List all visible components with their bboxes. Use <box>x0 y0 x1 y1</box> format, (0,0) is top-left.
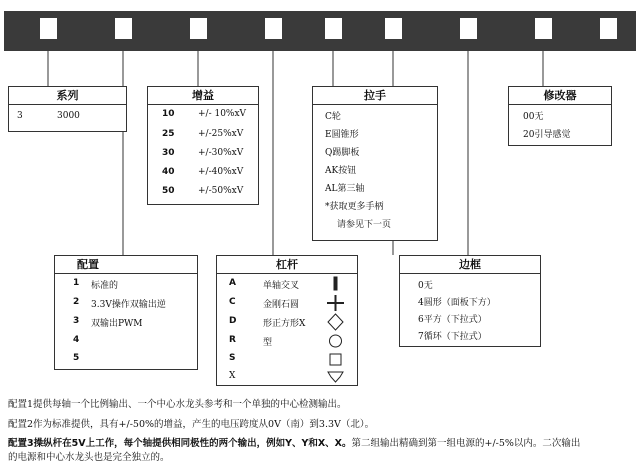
handle-box <box>312 86 438 241</box>
lever-code: X <box>229 371 236 381</box>
config-box <box>54 255 198 370</box>
handle-title: 拉手 <box>313 87 437 105</box>
gain-code-10: 10 <box>162 109 175 119</box>
gain-code-40: 40 <box>162 167 175 177</box>
frame-item: 6平方（下拉式） <box>418 315 487 325</box>
gem-icon <box>328 372 343 382</box>
gain-value-25: +/-25%xV <box>198 129 244 139</box>
diamond-icon <box>328 314 343 330</box>
note-config-3-bold: 配置3操纵杆在5V上工作，每个轴提供相同极性的两个输出，例如Y、Y和X、X。 <box>8 438 352 449</box>
lever-icons <box>321 276 351 386</box>
frame-item: 0无 <box>418 281 433 291</box>
config-code: 1 <box>73 278 80 288</box>
config-label: 3.3V操作双输出逆 <box>91 300 166 310</box>
lever-box <box>216 255 358 386</box>
config-code: 3 <box>73 316 80 326</box>
series-value: 3000 <box>57 111 80 121</box>
config-code: 2 <box>73 297 80 307</box>
note-config-1: 配置1提供每轴一个比例输出、一个中心水龙头参考和一个单独的中心检测输出。 <box>8 399 347 410</box>
lever-code: R <box>229 335 236 345</box>
config-label: 标准的 <box>91 281 119 291</box>
circle-icon <box>330 335 342 347</box>
gain-code-25: 25 <box>162 129 175 139</box>
note-config-3 <box>8 435 580 449</box>
lever-title: 杠杆 <box>217 256 357 274</box>
modifier-box <box>508 86 612 146</box>
frame-item: 7循环（下拉式） <box>418 332 487 342</box>
cross-icon <box>327 295 344 311</box>
gain-box <box>147 86 259 205</box>
gain-code-50: 50 <box>162 186 175 196</box>
lever-label: 形正方形X <box>263 319 306 329</box>
modifier-item: 20引导感觉 <box>523 130 571 140</box>
gain-value-50: +/-50%xV <box>198 186 244 196</box>
note-config-2: 配置2作为标准提供，具有+/-50%的增益，产生的电压跨度从0V（南）到3.3V（北）。 <box>8 419 375 430</box>
config-title: 配置 <box>55 256 197 274</box>
handle-item: C轮 <box>325 112 341 122</box>
note-config-3-cont: 的电源和中心水龙头也是完全独立的。 <box>8 452 170 463</box>
lever-label: 型 <box>263 338 273 348</box>
handle-item: AK按钮 <box>325 166 357 176</box>
modifier-title: 修改器 <box>509 87 611 105</box>
frame-title: 边框 <box>400 256 540 274</box>
handle-item: *获取更多手柄 <box>325 202 384 212</box>
gain-code-30: 30 <box>162 148 175 158</box>
lever-code: C <box>229 297 236 307</box>
handle-item: 请参见下一页 <box>337 220 392 230</box>
config-code: 5 <box>73 353 80 363</box>
series-title: 系列 <box>9 87 126 105</box>
lever-code: D <box>229 316 237 326</box>
modifier-item: 00无 <box>523 112 544 122</box>
handle-item: AL第三轴 <box>325 184 365 194</box>
gain-value-30: +/-30%xV <box>198 148 244 158</box>
handle-item: E圆锥形 <box>325 130 359 140</box>
frame-item: 4圆形（面板下方） <box>418 298 496 308</box>
frame-box <box>399 255 541 347</box>
series-code: 3 <box>17 111 23 121</box>
lever-label: 金刚石圆 <box>263 300 300 310</box>
lever-code: A <box>229 278 236 288</box>
gain-value-10: +/- 10%xV <box>198 109 247 119</box>
lever-label: 单轴交叉 <box>263 281 300 291</box>
config-code: 4 <box>73 335 80 345</box>
handle-item: Q踢脚板 <box>325 148 360 158</box>
series-box <box>8 86 127 132</box>
gain-title: 增益 <box>148 87 258 105</box>
note-config-3-rest: 第二组输出精确到第一组电源的+/-5%以内。二次输出 <box>351 438 581 449</box>
config-label: 双输出PWM <box>91 319 143 329</box>
square-icon <box>330 354 341 365</box>
lever-code: S <box>229 353 236 363</box>
gain-value-40: +/-40%xV <box>198 167 244 177</box>
vertical-slot-icon <box>334 277 337 290</box>
